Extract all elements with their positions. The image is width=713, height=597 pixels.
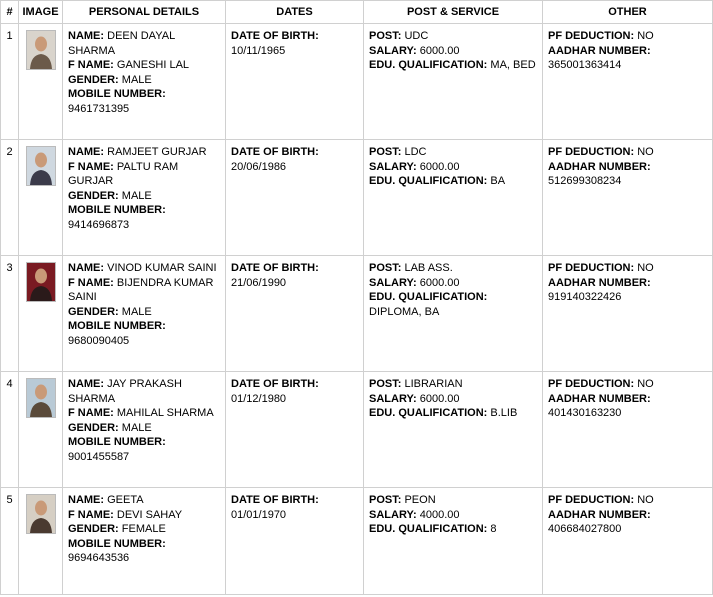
father-name-label: F NAME: [68, 160, 114, 173]
aadhar-label: AADHAR NUMBER: [548, 160, 651, 173]
post-label: POST: [369, 30, 402, 42]
personal-details-cell [63, 372, 226, 488]
row-number: 2 [6, 146, 13, 158]
gender-label: GENDER: [68, 421, 119, 434]
row-number: 4 [6, 378, 13, 390]
dob-label: DATE OF BIRTH: [231, 30, 319, 42]
mobile-value: 9414696873 [68, 218, 130, 231]
father-name: DEVI SAHAY [116, 508, 183, 521]
name-label: NAME: [68, 30, 105, 42]
header-post-service: POST & SERVICE [364, 1, 543, 24]
father-name: BIJENDRA KUMAR SAINI [68, 276, 214, 304]
aadhar-label: AADHAR NUMBER: [548, 508, 651, 521]
person-photo[interactable] [26, 30, 56, 70]
salary-value: 6000.00 [419, 276, 460, 289]
gender-value: MALE [121, 305, 152, 318]
post-service-cell [364, 24, 543, 140]
salary-value: 4000.00 [419, 508, 460, 521]
post-service-cell [364, 488, 543, 595]
edu-value: 8 [490, 523, 497, 536]
header-image: IMAGE [19, 1, 63, 24]
mobile-label: MOBILE NUMBER: [68, 537, 166, 550]
post-label: POST: [369, 378, 402, 390]
row-number-cell [1, 488, 19, 595]
edu-label: EDU. QUALIFICATION: [369, 407, 488, 420]
pf-value: NO [637, 146, 654, 158]
dob-value: 21/06/1990 [231, 276, 287, 289]
dob-label: DATE OF BIRTH: [231, 378, 319, 390]
salary-value: 6000.00 [419, 44, 460, 57]
aadhar-value: 406684027800 [548, 523, 622, 536]
header-num: # [1, 1, 19, 24]
mobile-value: 9461731395 [68, 102, 130, 115]
name-label: NAME: [68, 146, 105, 158]
person-name: RAMJEET GURJAR [107, 146, 207, 158]
pf-value: NO [637, 494, 654, 506]
name-label: NAME: [68, 494, 105, 506]
other-cell [543, 256, 713, 372]
pf-label: PF DEDUCTION: [548, 146, 635, 158]
table-row [1, 24, 713, 140]
table-row [1, 140, 713, 256]
mobile-value: 9001455587 [68, 450, 130, 463]
aadhar-value: 919140322426 [548, 291, 622, 304]
dob-value: 20/06/1986 [231, 160, 287, 173]
post-value: LIBRARIAN [404, 378, 463, 390]
row-number-cell [1, 372, 19, 488]
image-cell [19, 140, 63, 256]
mobile-label: MOBILE NUMBER: [68, 320, 166, 333]
edu-value: MA, BED [490, 59, 536, 72]
other-cell [543, 488, 713, 595]
salary-value: 6000.00 [419, 392, 460, 405]
aadhar-label: AADHAR NUMBER: [548, 392, 651, 405]
person-name: VINOD KUMAR SAINI [107, 262, 217, 274]
edu-value: DIPLOMA, BA [369, 305, 440, 318]
post-value: LDC [404, 146, 427, 158]
name-label: NAME: [68, 378, 105, 390]
gender-value: FEMALE [121, 523, 166, 536]
post-label: POST: [369, 146, 402, 158]
person-name: GEETA [107, 494, 144, 506]
mobile-value: 9694643536 [68, 552, 130, 565]
gender-label: GENDER: [68, 73, 119, 86]
post-service-cell [364, 372, 543, 488]
dob-label: DATE OF BIRTH: [231, 146, 319, 158]
image-cell [19, 488, 63, 595]
father-name: PALTU RAM GURJAR [68, 160, 179, 188]
salary-value: 6000.00 [419, 160, 460, 173]
pf-label: PF DEDUCTION: [548, 262, 635, 274]
post-label: POST: [369, 494, 402, 506]
post-service-cell [364, 140, 543, 256]
image-cell [19, 372, 63, 488]
edu-value: BA [490, 175, 506, 188]
father-name-label: F NAME: [68, 407, 114, 420]
gender-value: MALE [121, 189, 152, 202]
edu-value: B.LIB [490, 407, 518, 420]
salary-label: SALARY: [369, 276, 417, 289]
father-name-label: F NAME: [68, 276, 114, 289]
mobile-label: MOBILE NUMBER: [68, 88, 166, 101]
dates-cell [226, 256, 364, 372]
post-value: PEON [404, 494, 436, 506]
row-number: 3 [6, 262, 13, 274]
salary-label: SALARY: [369, 508, 417, 521]
pf-value: NO [637, 30, 654, 42]
dates-cell [226, 372, 364, 488]
other-cell [543, 24, 713, 140]
row-number: 1 [6, 30, 13, 42]
aadhar-value: 512699308234 [548, 175, 622, 188]
dob-value: 10/11/1965 [231, 44, 286, 57]
person-name: JAY PRAKASH SHARMA [68, 378, 182, 405]
dates-cell [226, 140, 364, 256]
edu-label: EDU. QUALIFICATION: [369, 175, 488, 188]
salary-label: SALARY: [369, 392, 417, 405]
dob-value: 01/12/1980 [231, 392, 287, 405]
father-name: GANESHI LAL [116, 59, 190, 72]
post-service-cell [364, 256, 543, 372]
gender-label: GENDER: [68, 189, 119, 202]
gender-label: GENDER: [68, 523, 119, 536]
pf-label: PF DEDUCTION: [548, 30, 635, 42]
edu-label: EDU. QUALIFICATION: [369, 523, 488, 536]
personal-details-cell [63, 256, 226, 372]
table-row [1, 488, 713, 595]
dob-label: DATE OF BIRTH: [231, 262, 319, 274]
person-photo[interactable] [26, 378, 56, 418]
dates-cell [226, 24, 364, 140]
mobile-label: MOBILE NUMBER: [68, 436, 166, 449]
table-row [1, 372, 713, 488]
aadhar-value: 401430163230 [548, 407, 622, 420]
post-label: POST: [369, 262, 402, 274]
personal-details-cell [63, 140, 226, 256]
edu-label: EDU. QUALIFICATION: [369, 59, 488, 72]
other-cell [543, 372, 713, 488]
father-name-label: F NAME: [68, 59, 114, 72]
pf-value: NO [637, 262, 654, 274]
dob-label: DATE OF BIRTH: [231, 494, 319, 506]
father-name-label: F NAME: [68, 508, 114, 521]
header-personal-details: PERSONAL DETAILS [63, 1, 226, 24]
salary-label: SALARY: [369, 160, 417, 173]
personal-details-cell [63, 488, 226, 595]
gender-label: GENDER: [68, 305, 119, 318]
dob-value: 01/01/1970 [231, 508, 287, 521]
mobile-label: MOBILE NUMBER: [68, 204, 166, 217]
table-row [1, 256, 713, 372]
person-photo[interactable] [26, 494, 56, 534]
row-number: 5 [6, 494, 13, 506]
pf-value: NO [637, 378, 654, 390]
aadhar-value: 365001363414 [548, 59, 622, 72]
other-cell [543, 140, 713, 256]
dates-cell [226, 488, 364, 595]
row-number-cell [1, 24, 19, 140]
gender-value: MALE [121, 73, 152, 86]
aadhar-label: AADHAR NUMBER: [548, 276, 651, 289]
table-header-row [1, 1, 713, 24]
personal-details-cell [63, 24, 226, 140]
gender-value: MALE [121, 421, 152, 434]
aadhar-label: AADHAR NUMBER: [548, 44, 651, 57]
father-name: MAHILAL SHARMA [116, 407, 214, 420]
image-cell [19, 24, 63, 140]
header-other: OTHER [543, 1, 713, 24]
person-photo[interactable] [26, 146, 56, 186]
row-number-cell [1, 256, 19, 372]
pf-label: PF DEDUCTION: [548, 378, 635, 390]
name-label: NAME: [68, 262, 105, 274]
person-name: DEEN DAYAL SHARMA [68, 30, 175, 57]
mobile-value: 9680090405 [68, 334, 130, 347]
post-value: UDC [404, 30, 429, 42]
image-cell [19, 256, 63, 372]
salary-label: SALARY: [369, 44, 417, 57]
pf-label: PF DEDUCTION: [548, 494, 635, 506]
person-photo[interactable] [26, 262, 56, 302]
post-value: LAB ASS. [404, 262, 453, 274]
header-dates: DATES [226, 1, 364, 24]
row-number-cell [1, 140, 19, 256]
edu-label: EDU. QUALIFICATION: [369, 291, 488, 304]
